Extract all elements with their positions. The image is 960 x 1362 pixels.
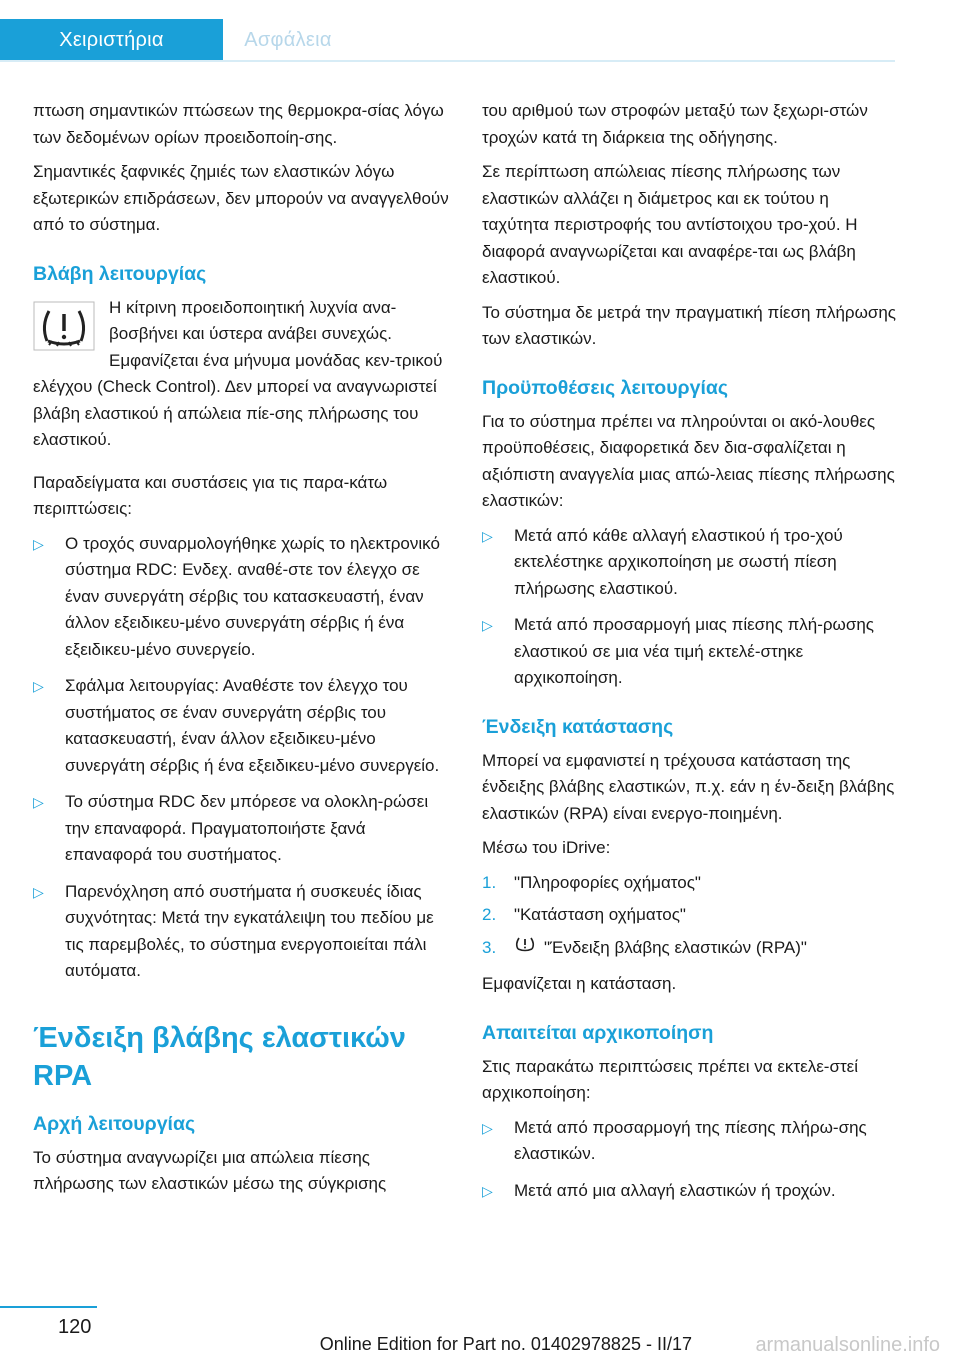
step-item: [482, 870, 896, 897]
paragraph: Μέσω του iDrive:: [482, 838, 611, 857]
edition-note: Online Edition for Part no. 01402978825 - II/17: [319, 1334, 692, 1354]
tab-safety[interactable]: Ασφάλεια: [244, 29, 332, 51]
step-number: 3.: [482, 937, 497, 957]
header-rule: [0, 60, 895, 62]
warning-block: [33, 295, 451, 454]
list-item: ▷ Το σύστημα RDC δεν μπόρεσε να ολοκλη-ρώσει την επαναφορά. Πραγματοποιήστε ξανά επαναφορά του συστήματος.: [33, 789, 451, 869]
paragraph: Σημαντικές ξαφνικές ζημιές των ελαστικών λόγω εξωτερικών επιδράσεων, δεν μπορούν να αναγγελθούν από το σύστημα.: [33, 162, 449, 234]
paragraph: Το σύστημα δε μετρά την πραγματική πίεση πλήρωσης των ελαστικών.: [482, 302, 897, 348]
paragraph: Σε περίπτωση απώλειας πίεσης πλήρωσης των ελαστικών αλλάζει η διάμετρος και εκ τούτου η ταχύτητα περιστροφής του αντίστοιχου τρο-χού. Η διαφορά αναγνωρίζεται και αναφέρε-ται ως βλάβη ελαστικού.: [482, 162, 858, 287]
step-text: "Κατάσταση οχήματος": [514, 905, 686, 924]
step-number: 2.: [482, 905, 497, 924]
paragraph: πτωση σημαντικών πτώσεων της θερμοκρα-σίας λόγω των δεδομένων ορίων προειδοποίη-σης.: [33, 101, 444, 147]
tire-pressure-warning-icon: [514, 935, 536, 962]
footer-rule: [0, 1306, 97, 1308]
bullet-list: [482, 523, 896, 692]
step-item: [482, 902, 896, 929]
paragraph: Παραδείγματα και συστάσεις για τις παρα-κάτω περιπτώσεις:: [33, 472, 388, 518]
heading-fault: Βλάβη λειτουργίας: [33, 262, 207, 285]
paragraph: Εμφανίζεται η κατάσταση.: [482, 974, 677, 994]
heading-prerequisites: Προϋποθέσεις λειτουργίας: [482, 376, 729, 399]
step-number: 1.: [482, 872, 497, 892]
heading-status: Ένδειξη κατάστασης: [482, 715, 674, 738]
heading-principle: Αρχή λειτουργίας: [33, 1112, 196, 1135]
list-item: ▷ Μετά από κάθε αλλαγή ελαστικού ή τρο-χού εκτελέστηκε αρχικοποίηση με σωστή πίεση πλήρωσης ελαστικού.: [482, 523, 896, 603]
paragraph: Για το σύστημα πρέπει να πληρούνται οι ακό-λουθες προϋποθέσεις, διαφορετικά δεν δια-σφαλίζεται η αξιόπιστη αναγγελία μιας απώ-λειας πίεσης πλήρωσης ελαστικών:: [482, 411, 895, 510]
list-item: ▷ Μετά από προσαρμογή της πίεσης πλήρω-σης ελαστικών.: [482, 1115, 896, 1168]
paragraph: Η κίτρινη προειδοποιητική λυχνία ανα-βοσβήνει και ύστερα ανάβει συνεχώς. Εμφανίζεται ένα μήνυμα μονάδας κεν-τρικού ελέγχου (Check Control). Δεν μπορεί να αναγνωριστεί βλάβη ελαστικού ή απώλεια πίε-σης πλήρωσης του ελαστικού.: [33, 297, 443, 449]
heading-rpa: Ένδειξη βλάβης ελαστικών RPA: [33, 1021, 406, 1092]
step-text: "Ένδειξη βλάβης ελαστικών (RPA)": [544, 937, 807, 957]
step-item: [482, 935, 896, 962]
list-item: ▷ Μετά από μια αλλαγή ελαστικών ή τροχών.: [482, 1178, 896, 1205]
list-item: ▷ Μετά από προσαρμογή μιας πίεσης πλή-ρωσης ελαστικού σε μια νέα τιμή εκτελέ-στηκε αρχικοποίηση.: [482, 612, 896, 692]
list-item: ▷ Παρενόχληση από συστήματα ή συσκευές ίδιας συχνότητας: Μετά την εγκατάλειψη του πεδίου με τις παρεμβολές, το σύστημα ενεργοποιείται πάλι αυτόματα.: [33, 879, 451, 985]
paragraph: Στις παρακάτω περιπτώσεις πρέπει να εκτελε-στεί αρχικοποίηση:: [482, 1056, 859, 1103]
list-item: ▷ Σφάλμα λειτουργίας: Αναθέστε τον έλεγχο του συστήματος σε έναν συνεργάτη σέρβις του κατασκευαστή, έναν άλλον εξειδικευ-μένο συνεργάτη σέρβις ή ένα εξειδικευ-μένο συνεργείο.: [33, 673, 451, 779]
left-column: [33, 98, 451, 1206]
tab-controls[interactable]: Χειριστήρια: [0, 19, 223, 62]
step-text: "Πληροφορίες οχήματος": [514, 872, 701, 892]
heading-init: Απαιτείται αρχικοποίηση: [482, 1021, 714, 1044]
step-list: [482, 870, 896, 962]
paragraph: Το σύστημα αναγνωρίζει μια απώλεια πίεσης πλήρωσης των ελαστικών μέσω της σύγκρισης: [33, 1147, 387, 1193]
bullet-list: [482, 1115, 896, 1205]
page-number: 120: [58, 1316, 92, 1338]
bullet-list: [33, 531, 451, 985]
paragraph: Μπορεί να εμφανιστεί η τρέχουσα κατάσταση της ένδειξης βλάβης ελαστικών, π.χ. εάν η έν-δειξη βλάβης ελαστικών (RPA) είναι ενεργο-ποιημένη.: [482, 750, 895, 823]
list-item: ▷ Ο τροχός συναρμολογήθηκε χωρίς το ηλεκτρονικό σύστημα RDC: Ενδεχ. αναθέ-στε τον έλεγχο σε έναν συνεργάτη σέρβις του κατασκευαστή, έναν άλλον εξειδικευ-μένο συνεργάτη σέρβις ή ένα εξειδικευ-μένο συνεργείο.: [33, 531, 451, 664]
tire-pressure-warning-icon: [33, 301, 95, 351]
header-tabs: [0, 19, 353, 62]
watermark: armanualsonline.info: [755, 1334, 940, 1356]
paragraph: του αριθμού των στροφών μεταξύ των ξεχωρι-στών τροχών κατά τη διάρκεια της οδήγησης.: [482, 101, 868, 147]
right-column: [482, 98, 896, 1214]
